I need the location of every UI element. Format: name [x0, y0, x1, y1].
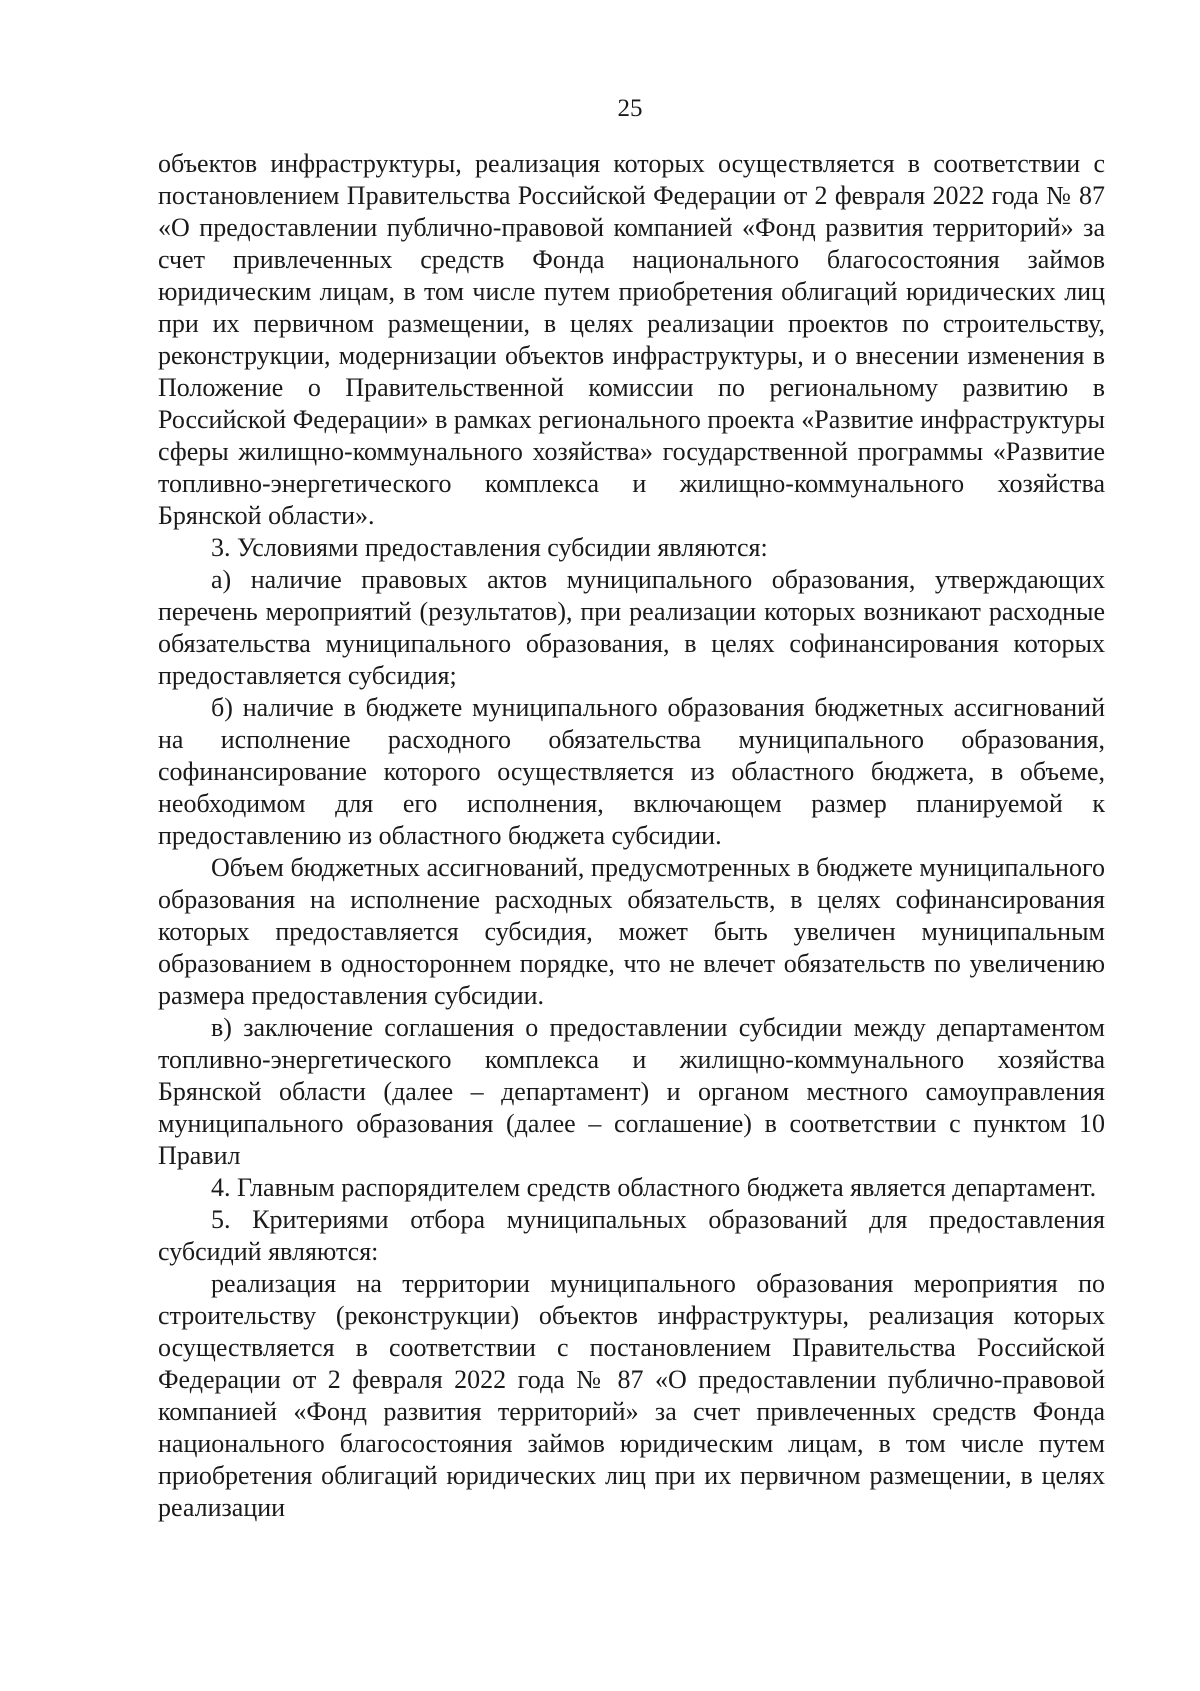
page-number: 25 — [617, 95, 643, 122]
paragraph-item-a: а) наличие правовых актов муниципального образования, утверждающих перечень мероприятий (результатов), при реализации которых возникают расходные обязательства муниципального образования, в целях софинансирования которых предоставляется субсидия; — [158, 565, 1105, 690]
paragraph-item-v: в) заключение соглашения о предоставлении субсидии между департаментом топливно-энергетического комплекса и жилищно-коммунального хозяйства Брянской области (далее – департамент) и органом местного самоуправления муниципального образования (далее – соглашение) в соответствии с пунктом 10 Правил — [158, 1013, 1105, 1170]
paragraph-section-5-heading: 5. Критериями отбора муниципальных образований для предоставления субсидий являются: — [158, 1205, 1105, 1266]
paragraph-criteria: реализация на территории муниципального образования мероприятия по строительству (реконструкции) объектов инфраструктуры, реализация которых осуществляется в соответствии с постановлением Правительства Российской Федерации от 2 февраля 2022 года № 87 «О предоставлении публично-правовой компанией «Фонд развития территорий» за счет привлеченных средств Фонда национального благосостояния займов юридическим лицам, в том числе путем приобретения облигаций юридических лиц при их первичном размещении, в целях реализации — [158, 1269, 1105, 1522]
document-body — [158, 148, 1105, 1524]
paragraph-section-3-heading: 3. Условиями предоставления субсидии являются: — [211, 533, 768, 562]
paragraph-budget-volume: Объем бюджетных ассигнований, предусмотренных в бюджете муниципального образования на исполнение расходных обязательств, в целях софинансирования которых предоставляется субсидия, может быть увеличен муниципальным образованием в одностороннем порядке, что не влечет обязательств по увеличению размера предоставления субсидии. — [158, 853, 1105, 1010]
paragraph-continuation: объектов инфраструктуры, реализация которых осуществляется в соответствии с постановлением Правительства Российской Федерации от 2 февраля 2022 года № 87 «О предоставлении публично-правовой компанией «Фонд развития территорий» за счет привлеченных средств Фонда национального благосостояния займов юридическим лицам, в том числе путем приобретения облигаций юридических лиц при их первичном размещении, в целях реализации проектов по строительству, реконструкции, модернизации объектов инфраструктуры, и о внесении изменения в Положение о Правительственной комиссии по региональному развитию в Российской Федерации» в рамках регионального проекта «Развитие инфраструктуры сферы жилищно-коммунального хозяйства» государственной программы «Развитие топливно-энергетического комплекса и жилищно-коммунального хозяйства Брянской области». — [158, 149, 1105, 530]
paragraph-section-4: 4. Главным распорядителем средств областного бюджета является департамент. — [211, 1173, 1097, 1202]
paragraph-item-b: б) наличие в бюджете муниципального образования бюджетных ассигнований на исполнение расходного обязательства муниципального образования, софинансирование которого осуществляется из областного бюджета, в объеме, необходимом для его исполнения, включающем размер планируемой к предоставлению из областного бюджета субсидии. — [158, 693, 1105, 850]
